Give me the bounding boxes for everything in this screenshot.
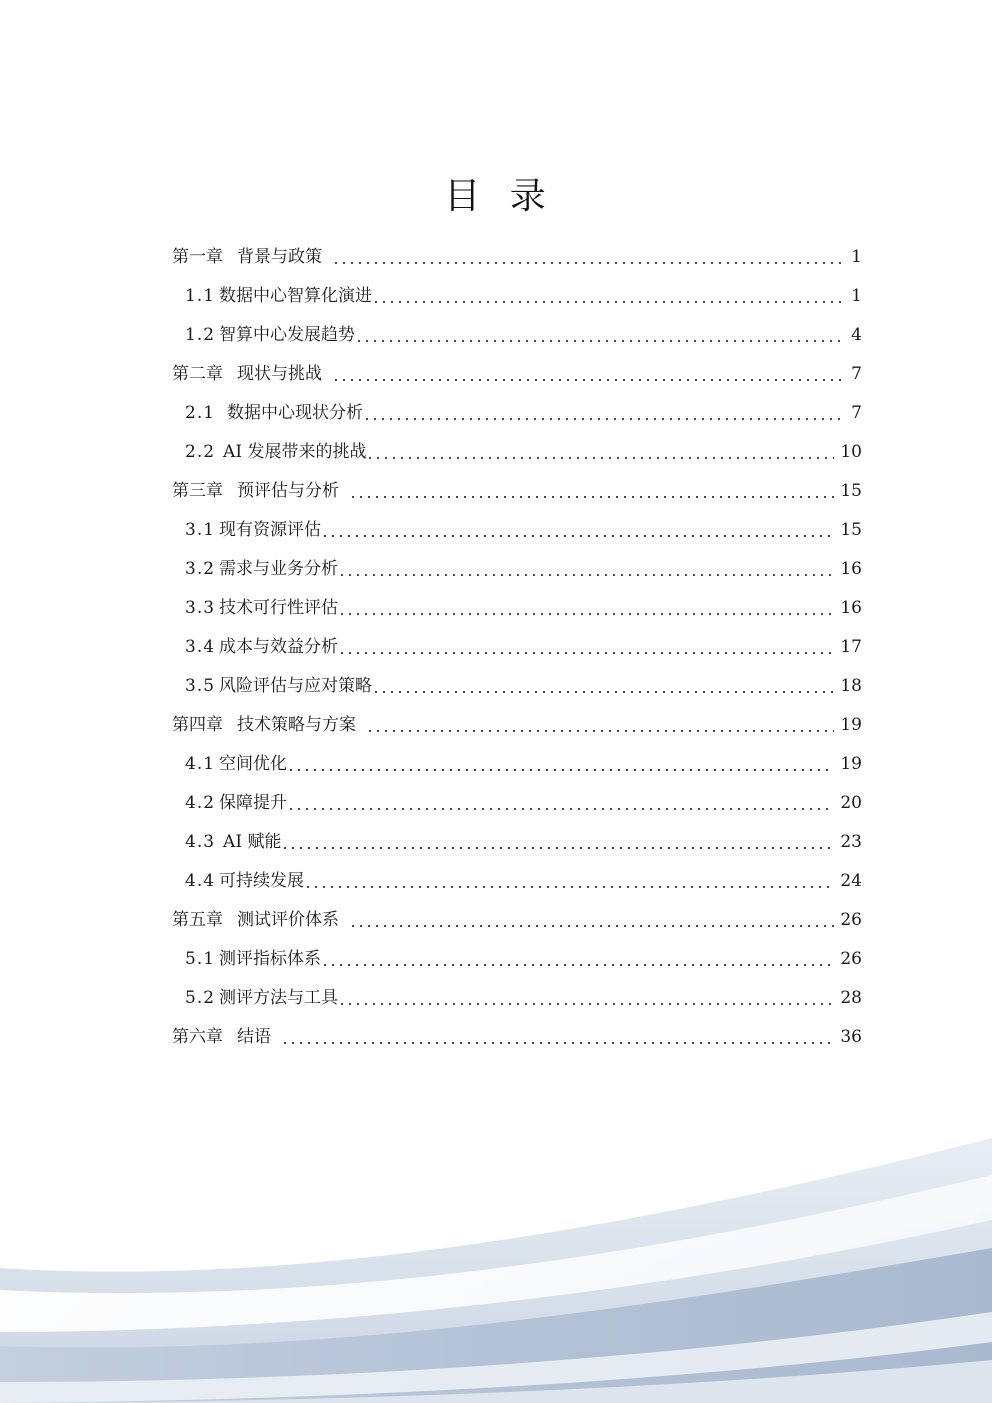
dot-leader — [304, 885, 834, 889]
entry-page-number: 15 — [840, 481, 862, 501]
dot-leader — [338, 573, 834, 577]
toc-entry-section[interactable] — [172, 667, 862, 706]
dot-leader — [281, 1041, 834, 1045]
entry-page-number: 28 — [840, 988, 862, 1008]
dot-leader — [338, 612, 834, 616]
entry-page-number: 17 — [840, 637, 862, 657]
entry-page-number: 4 — [851, 325, 862, 345]
entry-number: 3.1 — [185, 520, 216, 540]
entry-title: 测试评价体系 — [237, 910, 339, 930]
toc-entry-chapter[interactable] — [172, 238, 862, 277]
toc-entry-chapter[interactable] — [172, 355, 862, 394]
entry-number: 1.1 — [185, 286, 216, 306]
entry-page-number: 24 — [840, 871, 862, 891]
entry-title: 背景与政策 — [237, 247, 322, 267]
entry-number: 4.4 — [185, 871, 216, 891]
decorative-wave — [0, 1120, 992, 1403]
toc-entry-section[interactable] — [172, 550, 862, 589]
dot-leader — [287, 807, 834, 811]
entry-title: 现状与挑战 — [237, 364, 322, 384]
toc-entry-section[interactable] — [172, 277, 862, 316]
entry-title: 结语 — [237, 1027, 271, 1047]
toc-entry-section[interactable] — [172, 784, 862, 823]
toc-entry-section[interactable] — [172, 940, 862, 979]
entry-number: 3.3 — [185, 598, 216, 618]
toc-entry-section[interactable] — [172, 823, 862, 862]
entry-title: 预评估与分析 — [237, 481, 339, 501]
toc-entry-section[interactable] — [172, 394, 862, 433]
entry-title: 数据中心现状分析 — [227, 403, 364, 423]
entry-title: 保障提升 — [219, 793, 288, 813]
entry-number: 4.1 — [185, 754, 216, 774]
entry-title: 数据中心智算化演进 — [219, 286, 373, 306]
entry-title: 需求与业务分析 — [219, 559, 339, 579]
entry-title: 智算中心发展趋势 — [219, 325, 356, 345]
entry-number: 2.2 — [185, 442, 216, 462]
dot-leader — [366, 729, 834, 733]
entry-number: 4.2 — [185, 793, 216, 813]
entry-page-number: 16 — [840, 559, 862, 579]
table-of-contents — [172, 238, 862, 1057]
toc-entry-section[interactable] — [172, 511, 862, 550]
toc-entry-section[interactable] — [172, 433, 862, 472]
dot-leader — [332, 261, 845, 265]
entry-title: 现有资源评估 — [219, 520, 322, 540]
entry-title: 测评方法与工具 — [219, 988, 339, 1008]
entry-number: 第二章 — [172, 364, 223, 384]
dot-leader — [349, 924, 834, 928]
entry-page-number: 1 — [851, 247, 862, 267]
entry-page-number: 10 — [840, 442, 862, 462]
entry-number: 3.2 — [185, 559, 216, 579]
entry-number: 2.1 — [185, 403, 216, 423]
entry-page-number: 26 — [840, 949, 862, 969]
dot-leader — [372, 690, 834, 694]
entry-number: 第五章 — [172, 910, 223, 930]
entry-number: 3.4 — [185, 637, 216, 657]
dot-leader — [363, 417, 845, 421]
entry-number: 3.5 — [185, 676, 216, 696]
entry-page-number: 18 — [840, 676, 862, 696]
entry-number: 5.2 — [185, 988, 216, 1008]
toc-entry-chapter[interactable] — [172, 901, 862, 940]
entry-page-number: 36 — [840, 1027, 862, 1047]
entry-page-number: 7 — [851, 403, 862, 423]
dot-leader — [321, 534, 834, 538]
dot-leader — [287, 768, 834, 772]
dot-leader — [338, 651, 834, 655]
entry-page-number: 19 — [840, 715, 862, 735]
toc-entry-section[interactable] — [172, 979, 862, 1018]
toc-entry-chapter[interactable] — [172, 472, 862, 511]
entry-number: 5.1 — [185, 949, 216, 969]
dot-leader — [332, 378, 845, 382]
dot-leader — [349, 495, 834, 499]
toc-entry-section[interactable] — [172, 589, 862, 628]
toc-entry-chapter[interactable] — [172, 706, 862, 745]
dot-leader — [355, 339, 845, 343]
toc-entry-section[interactable] — [172, 862, 862, 901]
entry-page-number: 1 — [851, 286, 862, 306]
entry-page-number: 19 — [840, 754, 862, 774]
entry-number: 第三章 — [172, 481, 223, 501]
entry-page-number: 26 — [840, 910, 862, 930]
entry-title: 空间优化 — [219, 754, 288, 774]
dot-leader — [281, 846, 834, 850]
entry-number: 第一章 — [172, 247, 223, 267]
entry-page-number: 16 — [840, 598, 862, 618]
entry-title: 技术策略与方案 — [237, 715, 356, 735]
toc-entry-section[interactable] — [172, 316, 862, 355]
entry-page-number: 15 — [840, 520, 862, 540]
toc-entry-section[interactable] — [172, 745, 862, 784]
dot-leader — [321, 963, 834, 967]
entry-number: 第四章 — [172, 715, 223, 735]
entry-number: 1.2 — [185, 325, 216, 345]
entry-number: 第六章 — [172, 1027, 223, 1047]
dot-leader — [338, 1002, 834, 1006]
dot-leader — [366, 456, 834, 460]
entry-title: 风险评估与应对策略 — [219, 676, 373, 696]
entry-title: 技术可行性评估 — [219, 598, 339, 618]
entry-title: AI 赋能 — [223, 832, 282, 852]
entry-page-number: 7 — [851, 364, 862, 384]
toc-entry-chapter[interactable] — [172, 1018, 862, 1057]
entry-title: AI 发展带来的挑战 — [223, 442, 367, 462]
page-title: 目 录 — [444, 176, 548, 217]
entry-title: 测评指标体系 — [219, 949, 322, 969]
entry-title: 可持续发展 — [219, 871, 305, 891]
entry-title: 成本与效益分析 — [219, 637, 339, 657]
dot-leader — [372, 300, 845, 304]
entry-page-number: 23 — [840, 832, 862, 852]
entry-page-number: 20 — [840, 793, 862, 813]
entry-number: 4.3 — [185, 832, 216, 852]
toc-entry-section[interactable] — [172, 628, 862, 667]
